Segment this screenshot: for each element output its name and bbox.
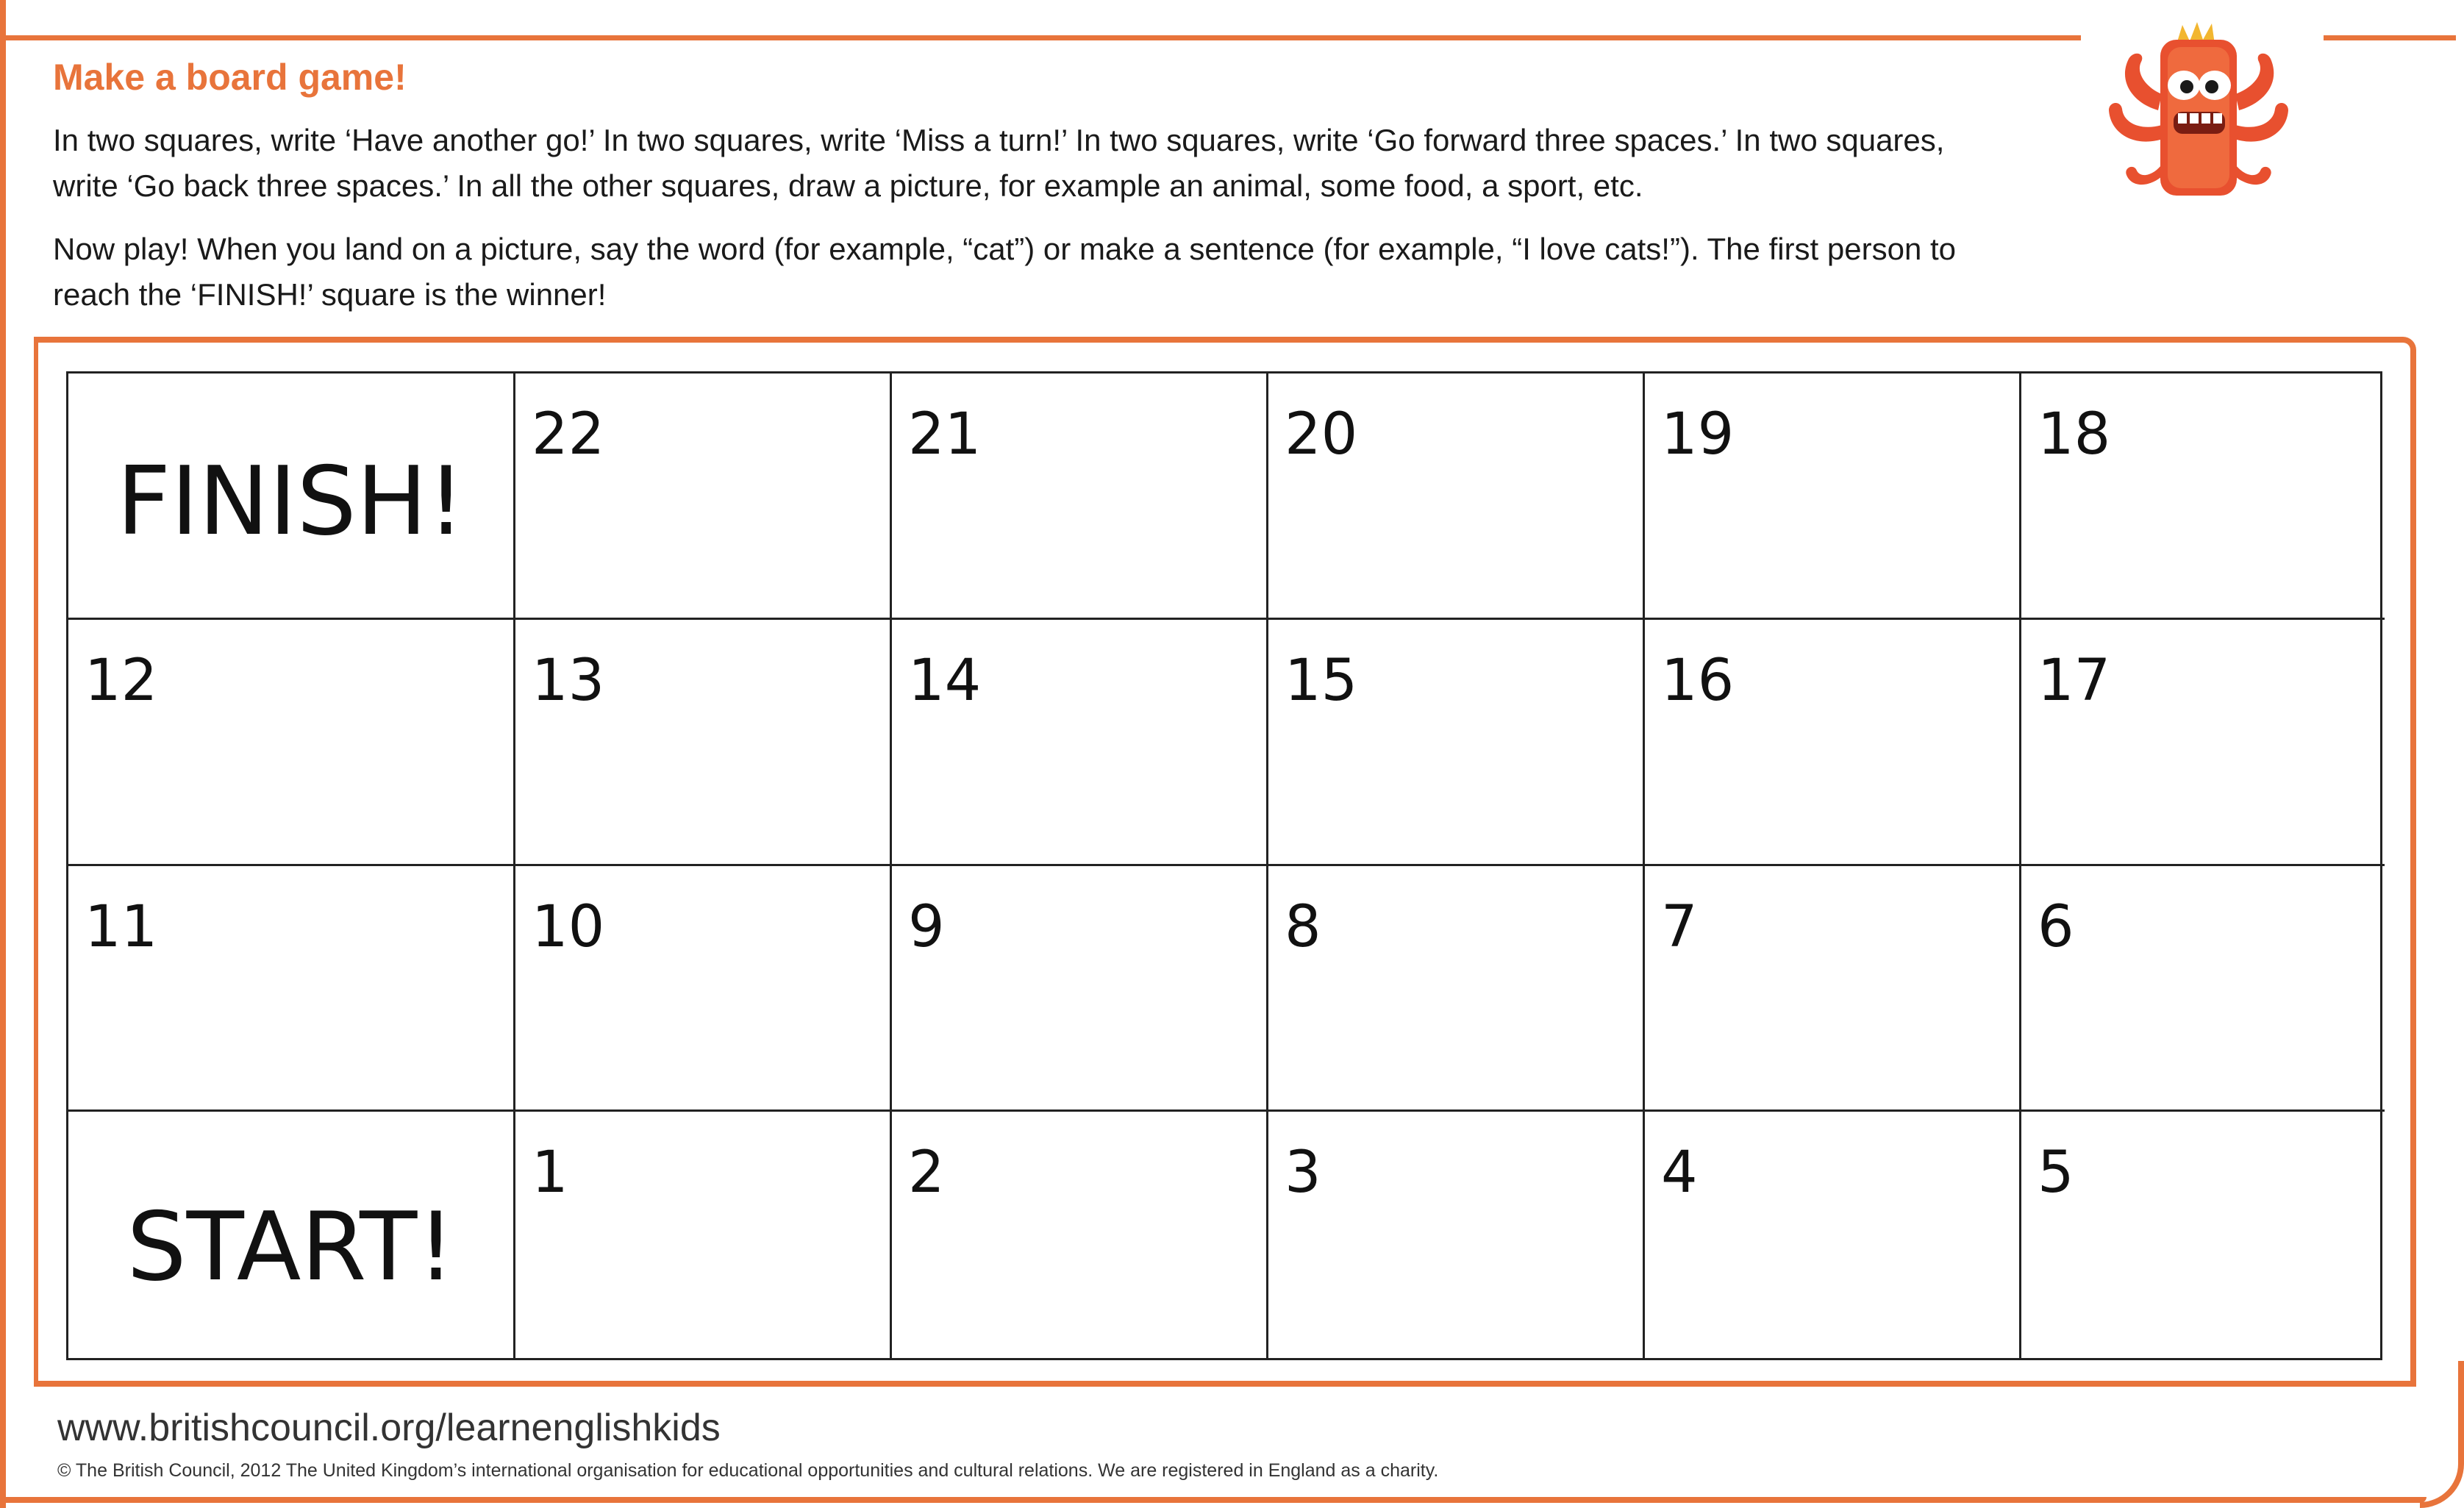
board-cell-start: [68, 1112, 515, 1358]
instructions-paragraph-2: Now play! When you land on a picture, say the word (for example, “cat”) or make a sentence (for example, “I love cats!”). The first person to reach the ‘FINISH!’ square is the winner!: [53, 232, 1957, 312]
board-cell: [892, 1112, 1268, 1358]
board-cell: [892, 866, 1268, 1112]
octopus-monster-mascot-icon: [2088, 15, 2309, 206]
page-frame-bottom: [0, 1497, 2426, 1503]
board-cell: [2021, 620, 2385, 866]
cell-number: 4: [1661, 1140, 1698, 1207]
cell-number: 13: [532, 647, 605, 714]
cell-number: 7: [1661, 893, 1698, 960]
footer-legal: © The British Council, 2012 The United Kingdom’s international organisation for educational opportunities and cultural relations. We are registered in England as a charity.: [57, 1460, 1439, 1481]
board-cell: [892, 620, 1268, 866]
cell-number: 11: [85, 893, 158, 960]
cell-number: 9: [908, 893, 945, 960]
cell-number: 22: [532, 401, 605, 468]
board-cell-finish: [68, 374, 515, 620]
board-cell: [515, 1112, 892, 1358]
cell-number: 17: [2038, 647, 2111, 714]
cell-number: 8: [1285, 893, 1321, 960]
cell-number: 14: [908, 647, 982, 714]
footer-url: www.britishcouncil.org/learnenglishkids: [57, 1407, 721, 1449]
page-frame-corner: [2420, 1361, 2464, 1508]
instructions-paragraph-1: In two squares, write ‘Have another go!’ In two squares, write ‘Miss a turn!’ In two squares, write ‘Go forward three spaces.’ In two squares, write ‘Go back three spaces.’ In all the other squares, draw a picture, for example an animal, some food, a sport, etc.: [53, 123, 1945, 203]
board-cell: [892, 374, 1268, 620]
game-board: [66, 371, 2382, 1360]
cell-number: 20: [1285, 401, 1358, 468]
board-cell: [68, 620, 515, 866]
board-cell: [515, 374, 892, 620]
cell-number: 10: [532, 893, 605, 960]
board-cell: [1268, 374, 1645, 620]
finish-label: FINISH!: [116, 447, 465, 557]
cell-number: 12: [85, 647, 158, 714]
board-cell: [1645, 374, 2021, 620]
board-cell: [1268, 1112, 1645, 1358]
cell-number: 1: [532, 1140, 568, 1207]
cell-number: 15: [1285, 647, 1358, 714]
page-frame-top-right: [2324, 35, 2456, 40]
board-cell: [2021, 866, 2385, 1112]
board-cell: [515, 620, 892, 866]
board-cell: [1268, 866, 1645, 1112]
cell-number: 18: [2038, 401, 2111, 468]
cell-number: 5: [2038, 1140, 2074, 1207]
instructions: [53, 118, 2009, 335]
board-cell: [1645, 866, 2021, 1112]
board-cell: [2021, 374, 2385, 620]
page-title: Make a board game!: [53, 57, 407, 98]
start-label: START!: [126, 1193, 455, 1303]
cell-number: 19: [1661, 401, 1735, 468]
board-cell: [68, 866, 515, 1112]
cell-number: 16: [1661, 647, 1735, 714]
page-frame-left: [0, 0, 6, 1508]
cell-number: 2: [908, 1140, 945, 1207]
cell-number: 21: [908, 401, 982, 468]
board-cell: [515, 866, 892, 1112]
cell-number: 3: [1285, 1140, 1321, 1207]
page-frame-top: [0, 35, 2081, 40]
board-cell: [1645, 1112, 2021, 1358]
board-cell: [2021, 1112, 2385, 1358]
cell-number: 6: [2038, 893, 2074, 960]
board-cell: [1268, 620, 1645, 866]
board-cell: [1645, 620, 2021, 866]
